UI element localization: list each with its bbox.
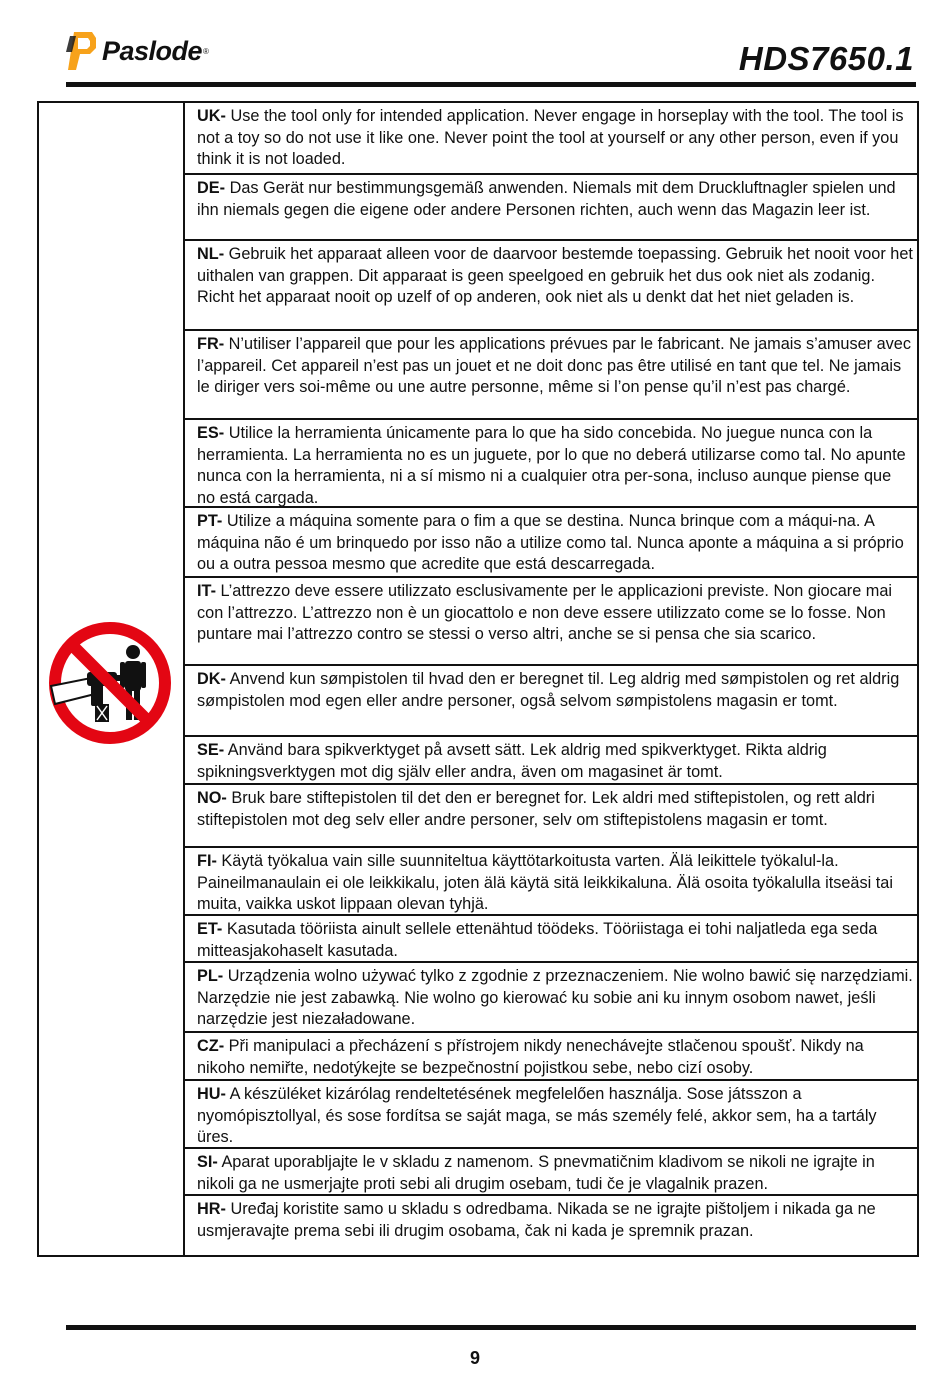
warning-row: [185, 737, 917, 785]
warning-text: Das Gerät nur bestimmungsgemäß anwenden. Niemals mit dem Druckluftnagler spielen und ihn niemals gegen die eigene oder andere Personen richten, auch wenn das Magazin leer ist.: [197, 179, 896, 219]
language-code: DK-: [197, 670, 226, 688]
warning-text: Kasutada tööriista ainult sellele ettenähtud töödeks. Tööriistaga ei tohi naljatleda ega seda mitteasjakohaselt kasutada.: [197, 920, 878, 960]
warning-row: [185, 103, 917, 175]
warning-row: [185, 1081, 917, 1149]
warning-text: L’attrezzo deve essere utilizzato esclusivamente per le applicazioni previste. Non giocare mai con l’attrezzo. L’attrezzo non è un giocattolo e non deve essere utilizzato come se lo fosse. Non puntare mai l’attrezzo contro se stessi o verso altri, anche se si pensa che sia scarico.: [197, 582, 893, 643]
brand-logo: [66, 26, 209, 76]
footer-divider: [66, 1325, 916, 1330]
warning-row: [185, 420, 917, 508]
warning-text: Urządzenia wolno używać tylko z zgodnie z przeznaczeniem. Nie wolno bawić się narzędziami. Narzędzie nie jest zabawką. Nie wolno go kierować ku sobie ani ku innym osobom nawet, jeśli narzędzie jest niezaładowane.: [197, 967, 913, 1028]
icon-cell: [39, 103, 185, 1255]
brand-name: Paslode: [102, 35, 203, 66]
warning-text: Använd bara spikverktyget på avsett sätt. Lek aldrig med spikverktyget. Rikta aldrig spikningsverktygen mot dig själv eller andra, även om magasinet är tomt.: [197, 741, 827, 781]
warning-row: [185, 241, 917, 331]
warning-text: Anvend kun sømpistolen til hvad den er beregnet til. Leg aldrig med sømpistolen og ret aldrig sømpistolen mod egen eller andre personer, også selvom sømpistolens magasin er tomt.: [197, 670, 900, 710]
warning-text: Käytä työkalua vain sille suunniteltua käyttötarkoitusta varten. Älä leikittele työkalul-la. Paineilmanaulain ei ole leikkikalu, joten älä käytä sitä leikkikaluna. Älä osoita työkalulla itseäsi tai muita, vaikka uskot lippaan olevan tyhjä.: [197, 852, 893, 913]
page-header: [0, 0, 950, 90]
language-code: UK-: [197, 107, 226, 125]
warning-text: N’utiliser l’appareil que pour les applications prévues par le fabricant. Ne jamais s’amuser avec l’appareil. Cet appareil n’est pas un jouet et ne doit donc pas être utilisé en tant que tel. Ne jamais le diriger vers soi-même ou une autre personne, même si l’on pense qu’il n’est pas chargé.: [197, 335, 911, 396]
warning-text: Aparat uporabljajte le v skladu z namenom. S pnevmatičnim kladivom se nikoli ne igrajte in nikoli ga ne usmerjajte proti sebi ali drugim osebam, tudi če je vlagalnik prazen.: [197, 1153, 875, 1193]
language-code: SE-: [197, 741, 225, 759]
warning-row: [185, 508, 917, 578]
warning-row: [185, 963, 917, 1033]
language-code: SI-: [197, 1153, 218, 1171]
language-code: HU-: [197, 1085, 226, 1103]
warning-text: Use the tool only for intended application. Never engage in horseplay with the tool. The tool is not a toy so do not use it like one. Never point the tool at yourself or any other person, even if you think it is not loaded.: [197, 107, 904, 168]
warning-text: Utilize a máquina somente para o fim a que se destina. Nunca brinque com a máqui-na. A máquina não é um brinquedo por isso não a utilize como tal. Nunca aponte a máquina a si próprio ou a outra pessoa mesmo que acredite que está descarregada.: [197, 512, 904, 573]
warning-text: Při manipulaci a přecházení s přístrojem nikdy nenechávejte stlačenou spoušť. Nikdy na nikoho nemiřte, nedotýkejte se bezpečnostní pojistkou sebe, nebo cizí osoby.: [197, 1037, 864, 1077]
language-code: IT-: [197, 582, 216, 600]
language-code: PL-: [197, 967, 224, 985]
warning-text: Gebruik het apparaat alleen voor de daarvoor bestemde toepassing. Gebruik het nooit voor het uithalen van grappen. Dit apparaat is geen speelgoed en gebruik het dus ook niet als zodanig. Richt het apparaat nooit op uzelf of op anderen, ook niet als u denkt dat het niet geladen is.: [197, 245, 913, 306]
warning-row: [185, 848, 917, 916]
warning-text: Uređaj koristite samo u skladu s odredbama. Nikada se ne igrajte pištoljem i nikada ga ne usmjeravajte prema sebi ili drugim osobama, čak ni kada je spremnik prazan.: [197, 1200, 876, 1240]
language-code: ET-: [197, 920, 223, 938]
language-code: NO-: [197, 789, 227, 807]
header-divider: [66, 82, 916, 87]
warning-row: [185, 666, 917, 737]
warning-row: [185, 916, 917, 963]
warning-table: [37, 101, 919, 1257]
language-code: DE-: [197, 179, 226, 197]
no-horseplay-prohibition-icon: [47, 620, 173, 746]
language-code: NL-: [197, 245, 225, 263]
warning-text: Utilice la herramienta únicamente para lo que ha sido concebida. No juegue nunca con la herramienta. La herramienta no es un juguete, por lo que no deberá utilizarse como tal. No apunte nunca con la herramienta, ni a sí mismo ni a cualquier otra per-sona, incluso aunque piense que no está cargada.: [197, 424, 906, 507]
warning-row: [185, 785, 917, 848]
model-number: HDS7650.1: [738, 40, 914, 77]
warning-rows: [185, 103, 917, 1255]
language-code: HR-: [197, 1200, 226, 1218]
page-number: 9: [469, 1348, 480, 1368]
warning-row: [185, 331, 917, 420]
language-code: FR-: [197, 335, 225, 353]
warning-row: [185, 175, 917, 241]
registered-mark: ®: [203, 46, 209, 56]
language-code: PT-: [197, 512, 223, 530]
warning-text: A készüléket kizárólag rendeltetésének megfelelően használja. Sose játsszon a nyomópisztollyal, és sose fordítsa se saját maga, se más személy felé, akkor sem, ha a tartály üres.: [197, 1085, 877, 1146]
warning-row: [185, 1196, 917, 1245]
warning-text: Bruk bare stiftepistolen til det den er beregnet for. Lek aldri med stiftepistolen, og rett aldri stiftepistolen mot deg selv eller andre personer, selv om stiftepistolens magasin er tomt.: [197, 789, 875, 829]
paslode-logo-icon: [66, 28, 98, 74]
warning-row: [185, 1149, 917, 1196]
language-code: FI-: [197, 852, 217, 870]
warning-row: [185, 1033, 917, 1081]
language-code: CZ-: [197, 1037, 225, 1055]
warning-row: [185, 578, 917, 666]
language-code: ES-: [197, 424, 225, 442]
